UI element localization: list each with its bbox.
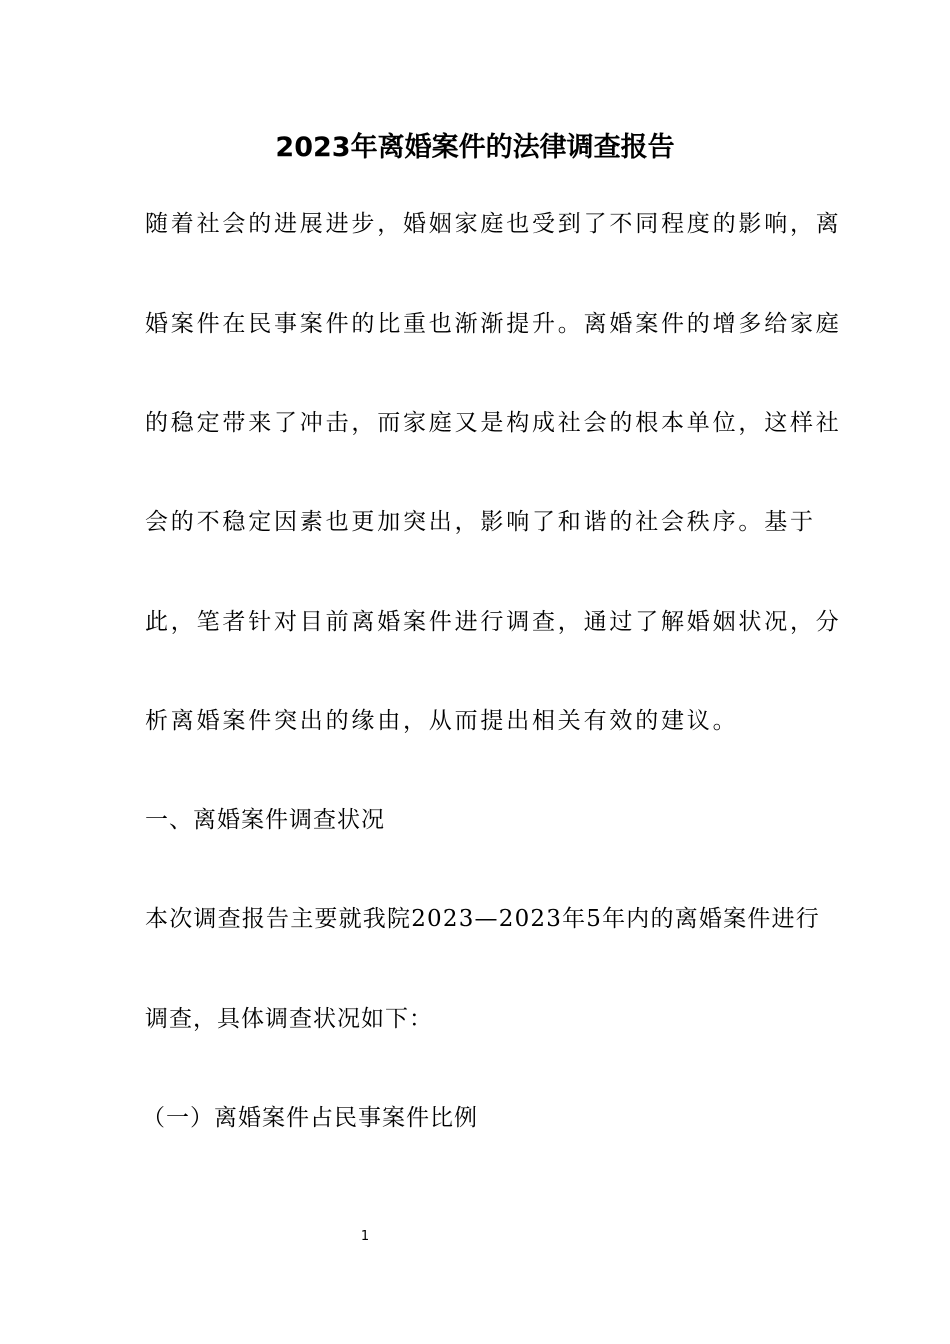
paragraph-line: 调查，具体调查状况如下：	[145, 1006, 433, 1032]
paragraph-line: 析离婚案件突出的缘由，从而提出相关有效的建议。	[145, 708, 739, 734]
document-title: 2023年离婚案件的法律调查报告	[275, 132, 675, 163]
paragraph-line: 本次调查报告主要就我院2023—2023年5年内的离婚案件进行	[145, 906, 820, 932]
paragraph-line: 此，笔者针对目前离婚案件进行调查，通过了解婚姻状况，分	[145, 609, 842, 635]
paragraph-line: 会的不稳定因素也更加突出，影响了和谐的社会秩序。基于	[145, 509, 816, 535]
paragraph-line: 婚案件在民事案件的比重也渐渐提升。离婚案件的增多给家庭	[145, 311, 842, 337]
subsection-heading: （一）离婚案件占民事案件比例	[142, 1105, 478, 1131]
paragraph-line: 的稳定带来了冲击，而家庭又是构成社会的根本单位，这样社	[145, 410, 842, 436]
section-heading: 一、离婚案件调查状况	[145, 807, 385, 833]
page-number: 1	[360, 1229, 370, 1244]
paragraph-line: 随着社会的进展进步，婚姻家庭也受到了不同程度的影响，离	[145, 211, 842, 237]
